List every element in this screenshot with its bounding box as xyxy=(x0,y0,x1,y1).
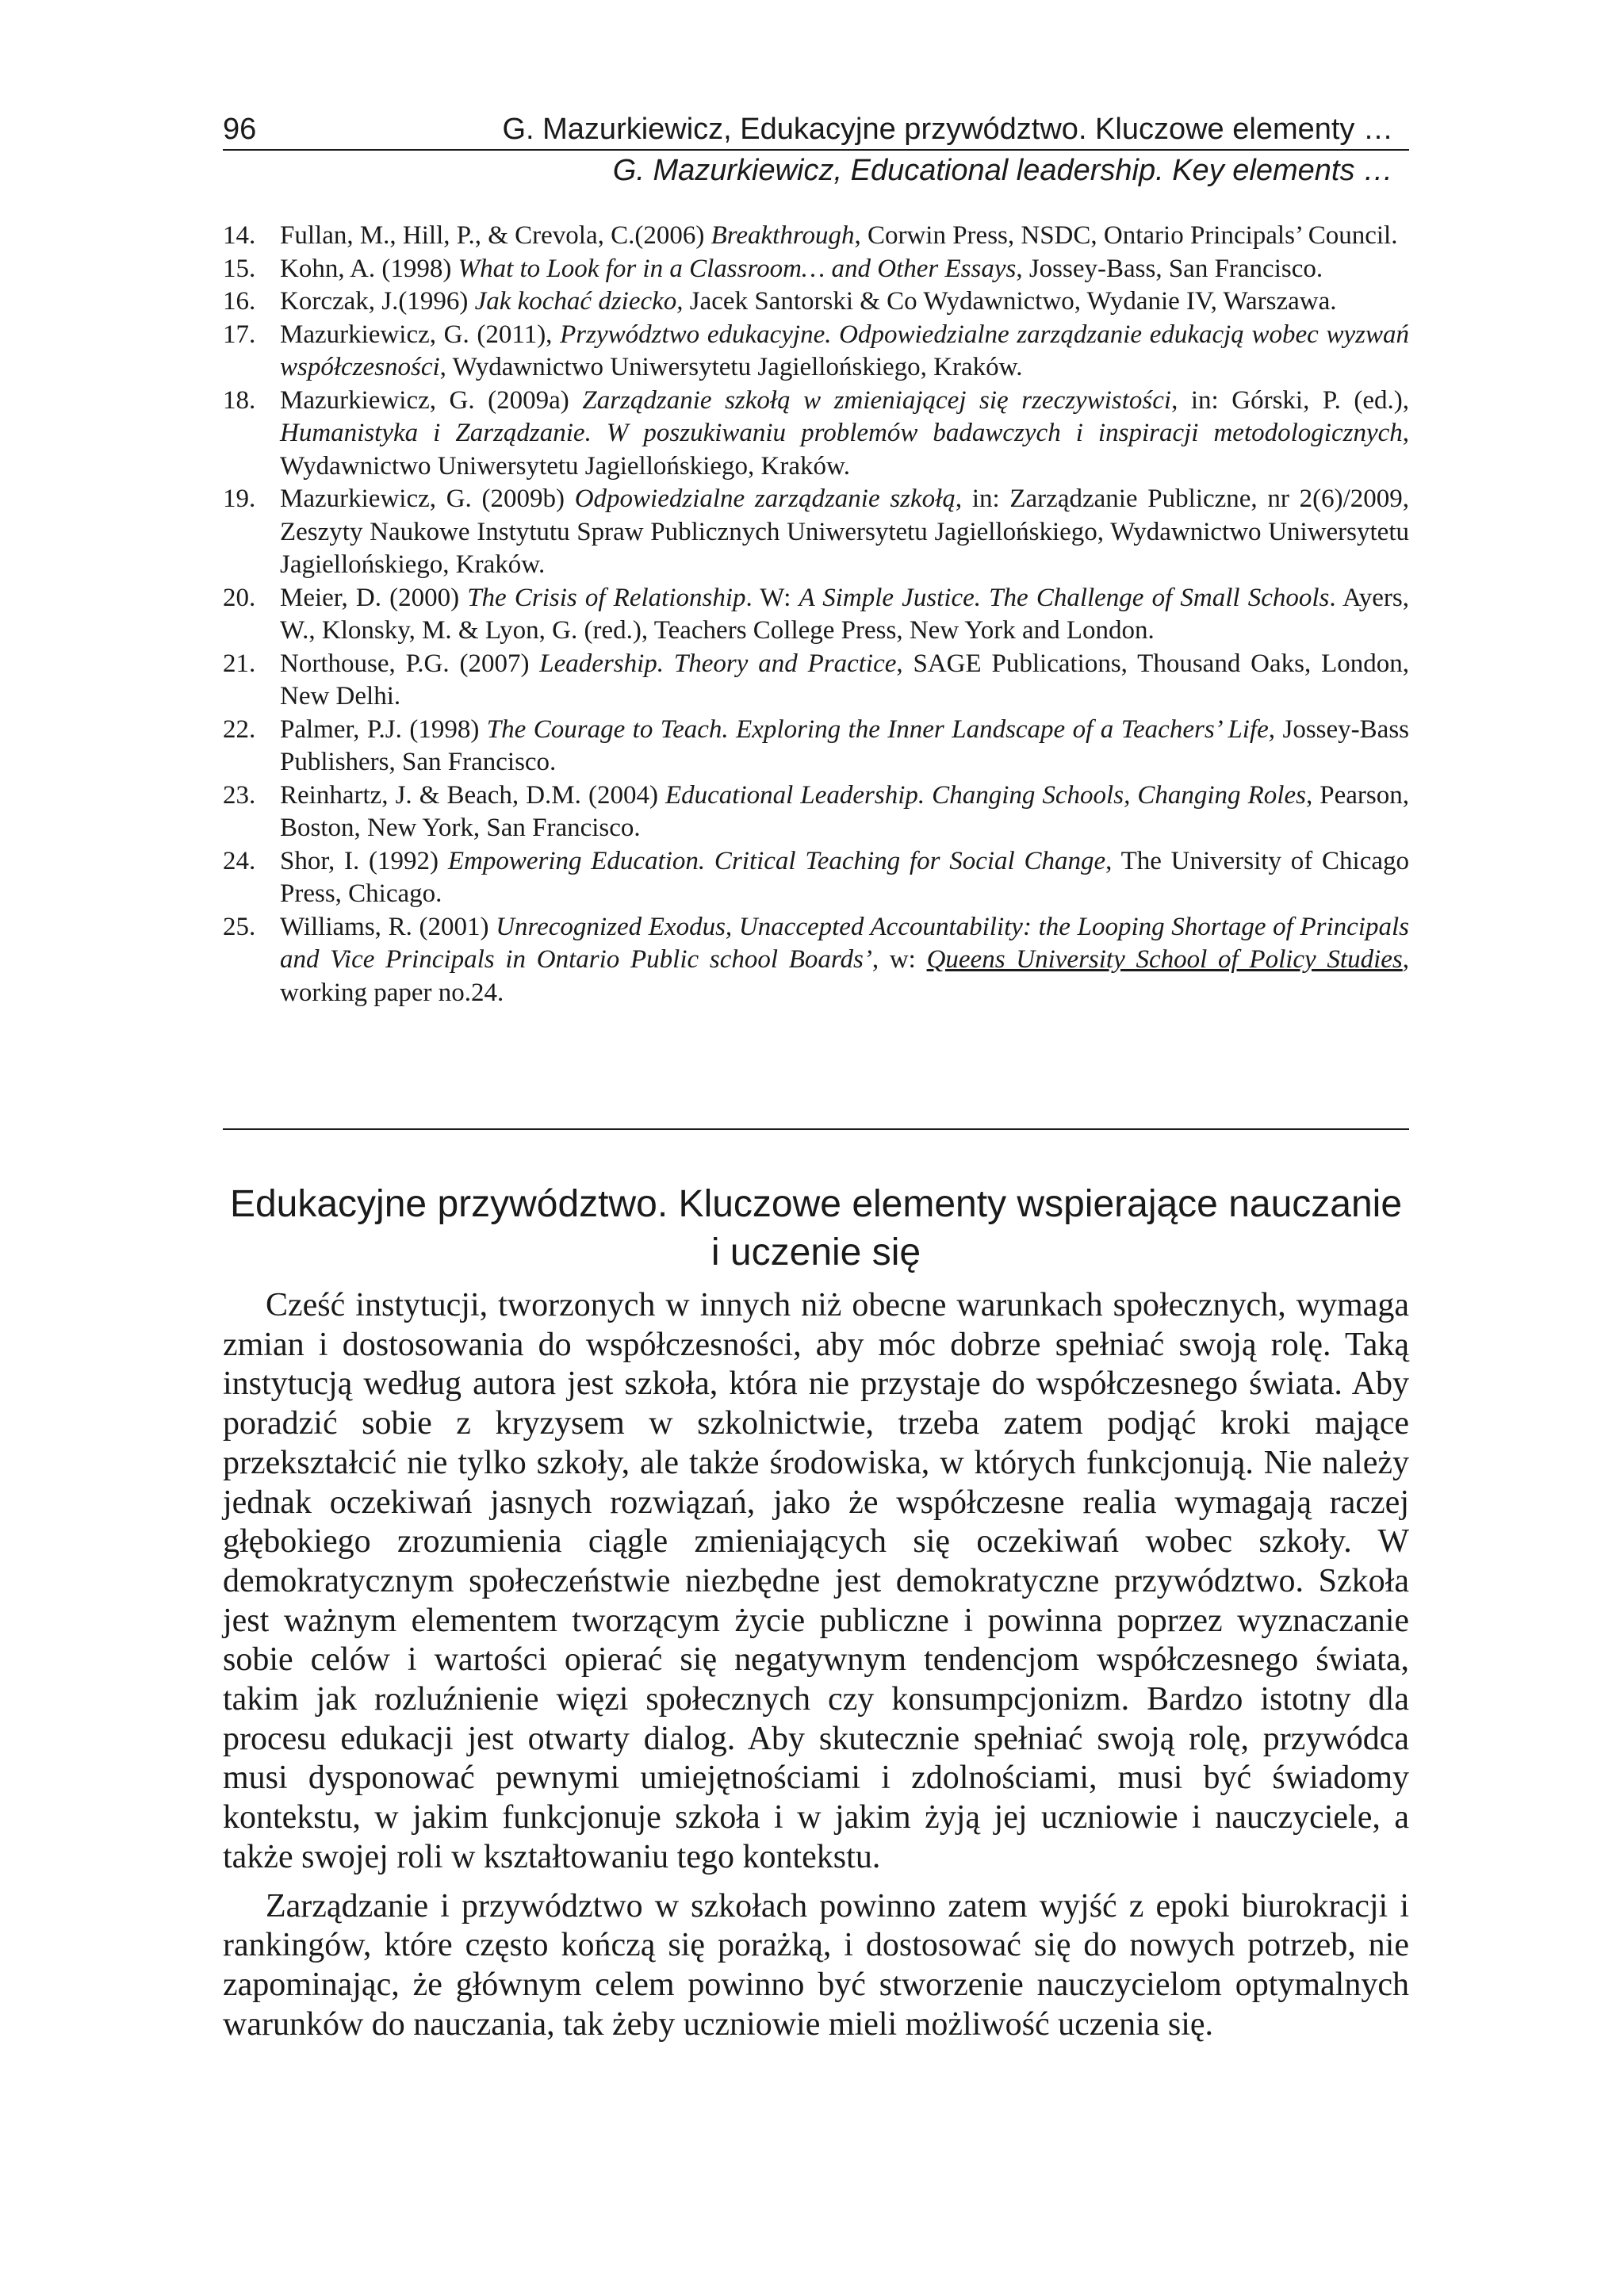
reference-text: Korczak, J.(1996) xyxy=(280,287,475,316)
summary-paragraph: Zarządzanie i przywództwo w szkołach powinno zatem wyjść z epoki biurokracji i rankingów, które często kończą się porażką, i dostosować się do nowych potrzeb, nie zapominając, że głównym celem powinno być stworzenie nauczycielom optymalnych warunków do nauczania, tak żeby uczniowie mieli możliwość uczenia się. xyxy=(223,1887,1409,2043)
reference-title: Unrecognized Exodus, Unaccepted Accountability: the Looping Shortage of Principals and Vice Principals in Ontario Public school Boards’ xyxy=(280,912,1409,974)
running-header-title-pl: G. Mazurkiewicz, Edukacyjne przywództwo. Kluczowe elementy … xyxy=(502,113,1393,146)
reference-number: 20. xyxy=(223,583,256,612)
reference-title: Odpowiedzialne zarządzanie szkołą xyxy=(574,484,956,513)
reference-number: 24. xyxy=(223,846,256,875)
reference-item xyxy=(223,779,1409,845)
reference-text: Williams, R. (2001) xyxy=(280,912,496,941)
reference-number: 18. xyxy=(223,385,256,415)
reference-title: Przywództwo edukacyjne. Odpowiedzialne zarządzanie edukacją wobec wyzwań współczesności xyxy=(280,320,1409,381)
reference-text: , w: xyxy=(871,945,927,974)
reference-text: , Wydawnictwo Uniwersytetu Jagiellońskiego, Kraków. xyxy=(439,353,1023,381)
reference-number: 14. xyxy=(223,221,256,250)
reference-item xyxy=(223,845,1409,911)
reference-text: , Pearson, Boston, New York, San Francisco. xyxy=(280,780,1409,842)
reference-title: A Simple Justice. The Challenge of Small Schools xyxy=(799,583,1330,612)
reference-underlined-text: Queens University School of Policy Studies xyxy=(926,945,1403,974)
reference-number: 16. xyxy=(223,287,256,316)
summary-body xyxy=(223,1286,1409,2044)
running-header xyxy=(223,109,1409,190)
reference-title: Breakthrough xyxy=(710,221,855,250)
reference-title: Educational Leadership. Changing Schools, Changing Roles xyxy=(665,780,1306,810)
reference-text: Mazurkiewicz, G. (2009a) xyxy=(280,385,583,415)
reference-text: Palmer, P.J. (1998) xyxy=(280,714,487,744)
reference-item xyxy=(223,911,1409,1010)
reference-item xyxy=(223,714,1409,779)
reference-list xyxy=(223,220,1409,1009)
reference-title: The Courage to Teach. Exploring the Inner Landscape of a Teachers’ Life, xyxy=(486,714,1276,744)
reference-text: , in: Górski, P. (ed.), xyxy=(1171,385,1409,415)
reference-title: What to Look for in a Classroom… and Other Essays xyxy=(458,254,1017,283)
reference-text: . W: xyxy=(745,583,799,612)
reference-title: Leadership. Theory and Practice xyxy=(539,649,897,678)
reference-item xyxy=(223,582,1409,648)
reference-number: 25. xyxy=(223,912,256,941)
reference-item xyxy=(223,483,1409,582)
reference-title: Humanistyka i Zarządzanie. W poszukiwaniu problemów badawczych i inspiracji metodologicznych xyxy=(280,419,1403,447)
reference-text: , SAGE Publications, Thousand Oaks, London, New Delhi. xyxy=(280,649,1409,710)
reference-item xyxy=(223,648,1409,714)
reference-text: , Corwin Press, NSDC, Ontario Principals’ Council. xyxy=(854,221,1398,250)
reference-title xyxy=(927,945,1403,974)
reference-title: Jak kochać dziecko, xyxy=(474,287,684,316)
running-header-top-line xyxy=(223,109,1409,151)
reference-text: , The University of Chicago Press, Chicago. xyxy=(280,846,1409,908)
reference-item xyxy=(223,385,1409,484)
reference-text: Reinhartz, J. & Beach, D.M. (2004) xyxy=(280,780,665,810)
running-header-title-en: G. Mazurkiewicz, Educational leadership. Key elements … xyxy=(612,154,1393,187)
reference-text: Kohn, A. (1998) xyxy=(280,254,458,283)
reference-title: Empowering Education. Critical Teaching for Social Change xyxy=(447,846,1106,875)
reference-item xyxy=(223,285,1409,319)
reference-number: 21. xyxy=(223,649,256,678)
reference-text: . Ayers, W., Klonsky, M. & Lyon, G. (red.), Teachers College Press, New York and London. xyxy=(280,583,1409,645)
reference-item xyxy=(223,319,1409,385)
reference-text: Northouse, P.G. (2007) xyxy=(280,649,540,678)
reference-text: Meier, D. (2000) xyxy=(280,583,468,612)
reference-text: , Jossey-Bass, San Francisco. xyxy=(1016,254,1323,283)
summary-title xyxy=(223,1180,1409,1277)
reference-number: 15. xyxy=(223,254,256,283)
reference-number: 17. xyxy=(223,320,256,349)
reference-item xyxy=(223,220,1409,253)
section-divider xyxy=(223,1128,1409,1130)
page-number: 96 xyxy=(223,113,257,146)
reference-text: , in: Zarządzanie Publiczne, nr 2(6)/2009, Zeszyty Naukowe Instytutu Spraw Publicznych Uniwersytetu Jagiellońskiego, Wydawnictwo Uniwersytetu Jagiellońskiego, Kraków. xyxy=(280,484,1410,579)
reference-number: 19. xyxy=(223,484,256,513)
reference-item xyxy=(223,253,1409,286)
reference-text: Fullan, M., Hill, P., & Crevola, C.(2006) xyxy=(280,221,711,250)
reference-text: Jossey-Bass Publishers, San Francisco. xyxy=(280,714,1410,776)
reference-title: The Crisis of Relationship xyxy=(467,583,746,612)
summary-title-line-1: Edukacyjne przywództwo. Kluczowe elementy wspierające nauczanie xyxy=(229,1183,1403,1225)
summary-title-line-2: i uczenie się xyxy=(710,1231,921,1273)
reference-text: , Wydawnictwo Uniwersytetu Jagiellońskiego, Kraków. xyxy=(280,419,1409,481)
reference-number: 22. xyxy=(223,714,256,744)
reference-text: Mazurkiewicz, G. (2009b) xyxy=(280,484,575,513)
reference-title: Zarządzanie szkołą w zmieniającej się rzeczywistości xyxy=(582,385,1172,415)
reference-number: 23. xyxy=(223,780,256,810)
reference-text: Jacek Santorski & Co Wydawnictwo, Wydanie IV, Warszawa. xyxy=(683,287,1337,316)
reference-text: , working paper no.24. xyxy=(280,945,1410,1007)
reference-text: Shor, I. (1992) xyxy=(280,846,448,875)
summary-paragraph: Cześć instytucji, tworzonych w innych niż obecne warunkach społecznych, wymaga zmian i dostosowania do współczesności, aby móc dobrze spełniać swoją rolę. Taką instytucją według autora jest szkoła, która nie przystaje do współczesnego świata. Aby poradzić sobie z kryzysem w szkolnictwie, trzeba zatem podjąć kroki mające przekształcić nie tylko szkoły, ale także środowiska, w których funkcjonują. Nie należy jednak oczekiwań jasnych rozwiązań, jako że współczesne realia wymagają raczej głębokiego zrozumienia ciągle zmieniających się oczekiwań wobec szkoły. W demokratycznym społeczeństwie niezbędne jest demokratyczne przywództwo. Szkoła jest ważnym elementem tworzącym życie publiczne i powinna poprzez wyznaczanie sobie celów i wartości opierać się negatywnym tendencjom współczesnego świata, takim jak rozluźnienie więzi społecznych czy konsumpcjonizm. Bardzo istotny dla procesu edukacji jest otwarty dialog. Aby skutecznie spełniać swoją rolę, przywódca musi dysponować pewnymi umiejętnościami i zdolnościami, musi być świadomy kontekstu, w jakim funkcjonuje szkoła i w jakim żyją jej uczniowie i nauczyciele, a także swojej roli w kształtowaniu tego kontekstu. xyxy=(223,1287,1409,1875)
reference-text: Mazurkiewicz, G. (2011), xyxy=(280,320,561,349)
